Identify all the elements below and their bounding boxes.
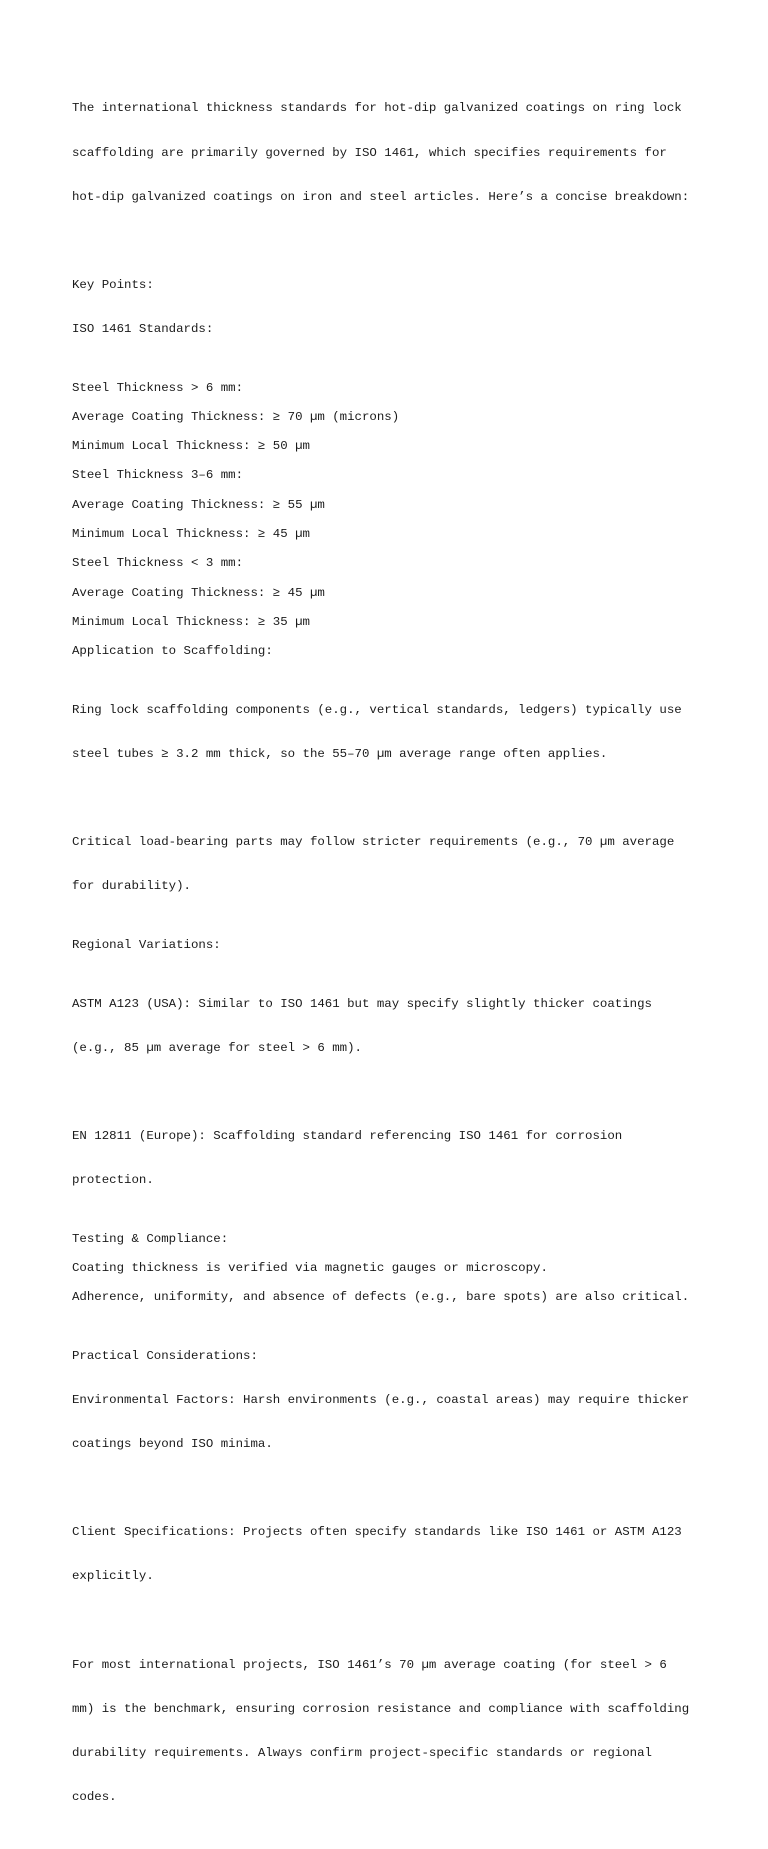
range3to6-average: Average Coating Thickness: ≥ 55 µm (72, 497, 325, 512)
en-paragraph (72, 1099, 702, 1217)
lt3-heading: Steel Thickness < 3 mm: (72, 556, 244, 571)
text-line: (e.g., 85 µm average for steel > 6 mm). (72, 1040, 362, 1055)
text-line: explicitly. (72, 1569, 154, 1584)
key-points-heading: Key Points: (72, 277, 154, 292)
practical-block (72, 1320, 702, 1482)
gt6-heading: Steel Thickness > 6 mm: (72, 380, 244, 395)
client-paragraph (72, 1496, 702, 1614)
astm-paragraph (72, 967, 702, 1085)
text-line: steel tubes ≥ 3.2 mm thick, so the 55–70 µm average range often applies. (72, 747, 608, 762)
text-line: Environmental Factors: Harsh environments (e.g., coastal areas) may require thicker (72, 1393, 690, 1408)
text-line: Client Specifications: Projects often specify standards like ISO 1461 or ASTM A123 (72, 1525, 682, 1540)
text-line: durability requirements. Always confirm project-specific standards or regional (72, 1745, 652, 1760)
text-line: codes. (72, 1789, 117, 1804)
application-paragraph-2 (72, 806, 702, 924)
range3to6-minimum: Minimum Local Thickness: ≥ 45 µm (72, 527, 310, 542)
regional-heading: Regional Variations: (72, 937, 221, 952)
text-line: The international thickness standards for hot-dip galvanized coatings on ring lock (72, 101, 682, 116)
text-line: coatings beyond ISO minima. (72, 1437, 273, 1452)
text-line: ASTM A123 (USA): Similar to ISO 1461 but may specify slightly thicker coatings (72, 996, 652, 1011)
testing-paragraph-1: Coating thickness is verified via magnetic gauges or microscopy. (72, 1260, 548, 1275)
conclusion-paragraph (72, 1628, 702, 1834)
range3to6-heading: Steel Thickness 3–6 mm: (72, 468, 244, 483)
lt3-average: Average Coating Thickness: ≥ 45 µm (72, 585, 325, 600)
text-line: Ring lock scaffolding components (e.g., vertical standards, ledgers) typically use (72, 702, 682, 717)
key-points-block (72, 248, 702, 366)
practical-heading: Practical Considerations: (72, 1348, 258, 1363)
application-paragraph-1 (72, 674, 702, 792)
gt6-minimum: Minimum Local Thickness: ≥ 50 µm (72, 439, 310, 454)
gt6-average: Average Coating Thickness: ≥ 70 µm (microns) (72, 409, 400, 424)
text-line: hot-dip galvanized coatings on iron and steel articles. Here’s a concise breakdown: (72, 189, 690, 204)
text-line: Critical load-bearing parts may follow stricter requirements (e.g., 70 µm average (72, 835, 675, 850)
document-body (72, 72, 702, 1849)
text-line: for durability). (72, 879, 191, 894)
lt3-minimum: Minimum Local Thickness: ≥ 35 µm (72, 614, 310, 629)
text-line: scaffolding are primarily governed by ISO 1461, which specifies requirements for (72, 145, 667, 160)
text-line: protection. (72, 1172, 154, 1187)
intro-paragraph (72, 72, 702, 234)
text-line: For most international projects, ISO 1461’s 70 µm average coating (for steel > 6 (72, 1657, 667, 1672)
iso-standards-heading: ISO 1461 Standards: (72, 321, 214, 336)
text-line: EN 12811 (Europe): Scaffolding standard referencing ISO 1461 for corrosion (72, 1128, 623, 1143)
text-line: mm) is the benchmark, ensuring corrosion resistance and compliance with scaffolding (72, 1701, 690, 1716)
testing-heading: Testing & Compliance: (72, 1231, 229, 1246)
application-heading: Application to Scaffolding: (72, 644, 273, 659)
testing-paragraph-2: Adherence, uniformity, and absence of defects (e.g., bare spots) are also critical. (72, 1290, 690, 1305)
